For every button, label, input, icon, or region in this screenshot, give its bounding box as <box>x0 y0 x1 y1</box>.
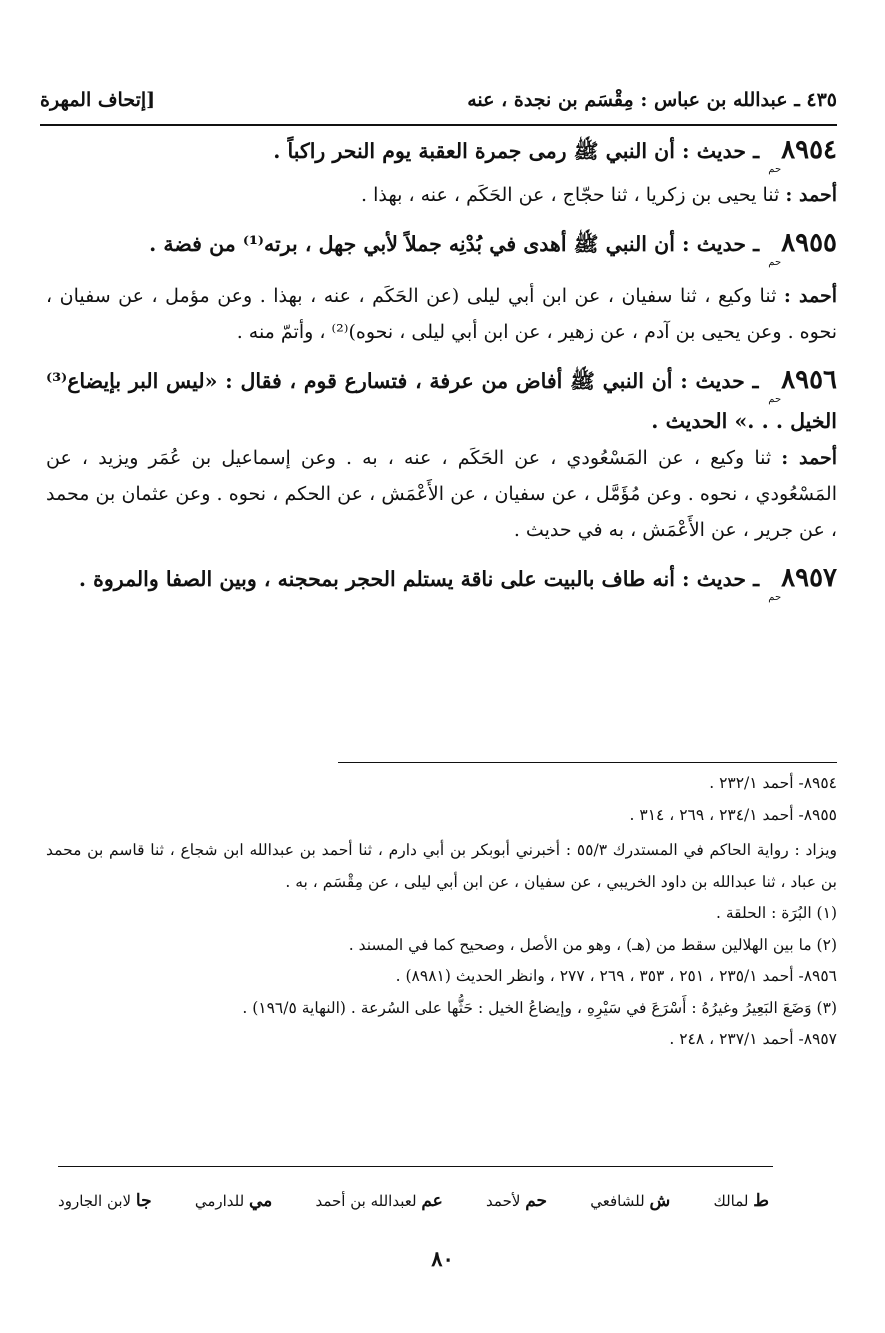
legend-rule <box>58 1166 773 1167</box>
hadith-matn: ـ حديث : أن النبي ﷺ أهدى في بُدْنِه جملاً لأبي جهل ، برته⁽¹⁾ من فضة . <box>149 232 760 256</box>
hadith-number: ٨٩٥٦ <box>781 365 837 395</box>
main-text <box>46 134 837 603</box>
legend-item <box>486 1191 547 1211</box>
footnote-separator <box>338 762 837 763</box>
source-code: حم <box>768 592 782 603</box>
isnad-label: أحمد : <box>781 447 837 469</box>
legend-item <box>713 1191 769 1211</box>
page-number: ٨٠ <box>431 1246 454 1271</box>
footnote: ويزاد : رواية الحاكم في المستدرك ٥٥/٣ : أخبرني أبوبكر بن أبي دارم ، ثنا أحمد بن عبدالله ابن شجاع ، ثنا قاسم بن محمد بن عباد ، ثنا عبدالله بن داود الخريبي ، عن سفيان ، عن ابن أبي ليلى ، عن مِقْسَم ، به . <box>46 841 838 891</box>
legend-symbol: مي <box>248 1191 273 1211</box>
isnad-text: ثنا يحيى بن زكريا ، ثنا حجّاج ، عن الحَكَم ، عنه ، بهذا . <box>361 184 780 206</box>
legend-label: لأحمد <box>486 1192 521 1210</box>
legend-symbol: جا <box>135 1191 152 1211</box>
hadith-8957 <box>46 562 837 603</box>
footnote: ٨٩٥٤- أحمد ٢٣٢/١ . <box>709 774 837 792</box>
legend-symbol: ط <box>753 1191 769 1211</box>
symbol-legend <box>58 1186 769 1216</box>
hadith-text <box>46 134 837 175</box>
hadith-matn: ـ حديث : أنه طاف بالبيت على ناقة يستلم الحجر بمحجنه ، وبين الصفا والمروة . <box>78 567 760 591</box>
isnad-text: ثنا وكيع ، ثنا سفيان ، عن ابن أبي ليلى (عن الحَكَم ، عنه ، بهذا . وعن مؤمل ، عن سفيان ، نحوه . وعن يحيى بن آدم ، عن زهير ، عن ابن أبي ليلى ، نحوه)⁽²⁾ ، وأتمّ منه . <box>46 285 837 343</box>
header-chapter-title: ٤٣٥ ـ عبدالله بن عباس : مِقْسَم بن نجدة ، عنه <box>467 89 837 111</box>
hadith-text <box>46 562 837 603</box>
page-header <box>40 82 837 118</box>
footnote: (١) البُرَة : الحلقة . <box>716 904 837 922</box>
hadith-number: ٨٩٥٤ <box>781 135 837 165</box>
hadith-matn: ـ حديث : أن النبي ﷺ أفاض من عرفة ، فتسارع قوم ، فقال : «ليس البر بإيضاع⁽³⁾ الخيل . . .» الحديث . <box>46 369 837 433</box>
legend-label: للشافعي <box>590 1192 645 1210</box>
hadith-8956 <box>46 364 837 548</box>
legend-symbol: عم <box>421 1191 443 1211</box>
header-rule <box>40 124 837 126</box>
source-code: حم <box>768 257 782 268</box>
source-code: حم <box>768 164 782 175</box>
legend-label: للدارمي <box>194 1192 245 1210</box>
footnote: ٨٩٥٥- أحمد ٢٣٤/١ ، ٢٦٩ ، ٣١٤ . <box>629 805 837 824</box>
source-code: حم <box>768 394 782 405</box>
isnad <box>46 177 837 213</box>
footnotes <box>46 768 837 1056</box>
isnad <box>46 440 837 548</box>
hadith-number: ٨٩٥٧ <box>781 563 837 593</box>
legend-item <box>315 1191 442 1211</box>
legend-label: لعبدالله بن أحمد <box>315 1192 417 1210</box>
header-book-title: [إتحاف المهرة <box>40 89 156 111</box>
footnote: (٢) ما بين الهلالين سقط من (هـ) ، وهو من الأصل ، وصحيح كما في المسند . <box>348 935 837 954</box>
isnad-text: ثنا وكيع ، عن المَسْعُودي ، عن الحَكَم ، عنه ، به . وعن إسماعيل بن عُمَر ويزيد ، عن المَسْعُودي ، نحوه . وعن مُؤَمَّل ، عن سفيان ، عن الأَعْمَش ، عن الحكم ، نحوه . وعن عثمان بن محمد ، عن جرير ، عن الأَعْمَش ، به في حديث . <box>46 447 837 541</box>
hadith-8954 <box>46 134 837 213</box>
footnote: ٨٩٥٦- أحمد ٢٣٥/١ ، ٢٥١ ، ٣٥٣ ، ٢٦٩ ، ٢٧٧ ، وانظر الحديث (٨٩٨١) . <box>395 967 837 985</box>
footnote: ٨٩٥٧- أحمد ٢٣٧/١ ، ٢٤٨ . <box>669 1030 837 1048</box>
legend-label: لابن الجارود <box>58 1192 132 1210</box>
hadith-8955 <box>46 227 837 350</box>
footnote: (٣) وَضَعَ البَعِيرُ وغيرُهُ : أَسْرَعَ في سَيْرِهِ ، وإيضاعُ الخيل : حَثُّها على السُرعة . (النهاية ١٩٦/٥) . <box>242 998 837 1017</box>
hadith-text <box>46 364 837 438</box>
isnad-label: أحمد : <box>783 285 837 307</box>
legend-label: لمالك <box>713 1192 749 1210</box>
hadith-number: ٨٩٥٥ <box>781 228 837 258</box>
legend-symbol: حم <box>525 1191 548 1211</box>
legend-symbol: ش <box>649 1191 671 1211</box>
legend-item <box>58 1191 152 1211</box>
isnad <box>46 278 837 350</box>
legend-item <box>195 1191 272 1211</box>
isnad-label: أحمد : <box>785 184 837 206</box>
legend-item <box>590 1191 670 1211</box>
hadith-matn: ـ حديث : أن النبي ﷺ رمى جمرة العقبة يوم النحر راكباً . <box>273 139 760 163</box>
hadith-text <box>46 227 837 268</box>
